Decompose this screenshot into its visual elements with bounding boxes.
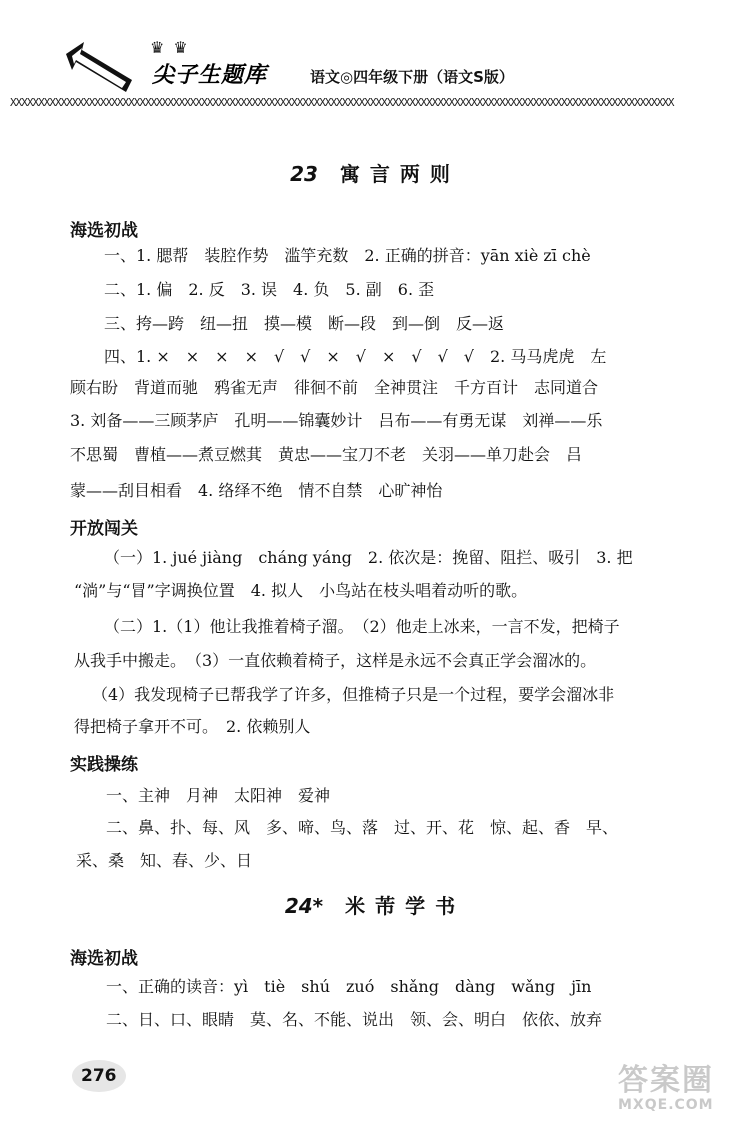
answer-line: 蒙——刮目相看 4. 络绎不绝 情不自禁 心旷神怡	[70, 481, 443, 500]
book-series: 语文◎四年级下册（语文S版）	[310, 68, 514, 86]
watermark-text: 答案圈	[618, 1063, 714, 1098]
answer-line: （二）1.（1）他让我推着椅子溜。 （2）他走上冰来，一言不发，把椅子	[104, 617, 620, 636]
answer-line: 顾右盼 背道而驰 鸦雀无声 徘徊不前 全神贯注 千方百计 志同道合	[70, 378, 599, 397]
lesson-24-title	[0, 890, 750, 919]
answer-line: 得把椅子拿开不可。 2. 依赖别人	[74, 717, 311, 736]
section-heading: 海选初战	[70, 949, 138, 969]
answer-line: （一）1. jué jiàng cháng yáng 2. 依次是：挽留、阻拦、吸引 3. 把	[104, 548, 633, 567]
answer-line: “淌”与“冒”字调换位置 4. 拟人 小鸟站在枝头唱着动听的歌。	[74, 581, 528, 600]
answer-line: 3. 刘备——三顾茅庐 孔明——锦囊妙计 吕布——有勇无谋 刘禅——乐	[70, 411, 603, 430]
answer-line: 二、1. 偏 2. 反 3. 误 4. 负 5. 副 6. 歪	[104, 280, 435, 299]
arrow-logo-icon	[62, 40, 142, 100]
answer-line: 从我手中搬走。 （3）一直依赖着椅子，这样是永远不会真正学会溜冰的。	[74, 651, 597, 670]
lesson-name: 米芾学书	[345, 894, 466, 918]
answer-line: 不思蜀 曹植——煮豆燃萁 黄忠——宝刀不老 关羽——单刀赴会 吕	[70, 445, 583, 464]
brand-title: 尖子生题库	[152, 63, 268, 88]
answer-line: 三、挎—跨 纽—扭 摸—模 断—段 到—倒 反—返	[104, 314, 505, 333]
answer-line: 二、鼻、扑、每、风 多、啼、鸟、落 过、开、花 惊、起、香 早、	[106, 818, 619, 837]
answer-line: （4）我发现椅子已帮我学了许多，但推椅子只是一个过程，要学会溜冰非	[92, 685, 615, 704]
answer-line: 一、主神 月神 太阳神 爱神	[106, 786, 331, 805]
lesson-number: 23	[290, 162, 318, 186]
page-number: 276	[72, 1060, 126, 1092]
lesson-name: 寓言两则	[339, 162, 460, 186]
lesson-number: 24*	[284, 894, 324, 918]
section-heading: 海选初战	[70, 221, 138, 241]
answer-line: 采、桑 知、春、少、日	[76, 851, 253, 870]
crown-icon: ♛ ♛	[150, 38, 190, 57]
decorative-rule: XXXXXXXXXXXXXXXXXXXXXXXXXXXXXXXXXXXXXXXXXXXXXXXXXXXXXXXXXXXXXXXXXXXXXXXXXXXXXXXXXXXXXXXXXXXXXXXXXXXXXXXXXXXXXXXXXXXXXX	[10, 96, 674, 109]
watermark-url: MXQE.COM	[618, 1097, 714, 1113]
answer-line: 一、正确的读音：yì tiè shú zuó shǎng dàng wǎng jīn	[106, 977, 592, 996]
answer-line: 一、1. 腮帮 装腔作势 滥竽充数 2. 正确的拼音：yān xiè zī chè	[104, 246, 591, 265]
page-header	[0, 0, 750, 120]
section-heading: 实践操练	[70, 755, 138, 775]
answer-line: 四、1. × × × × √ √ × √ × √ √ √ 2. 马马虎虎 左	[104, 347, 607, 366]
answer-line: 二、日、口、眼睛 莫、名、不能、说出 领、会、明白 依依、放弃	[106, 1010, 603, 1029]
lesson-23-title	[0, 158, 750, 187]
watermark-logo	[618, 1055, 744, 1125]
section-heading: 开放闯关	[70, 519, 138, 539]
